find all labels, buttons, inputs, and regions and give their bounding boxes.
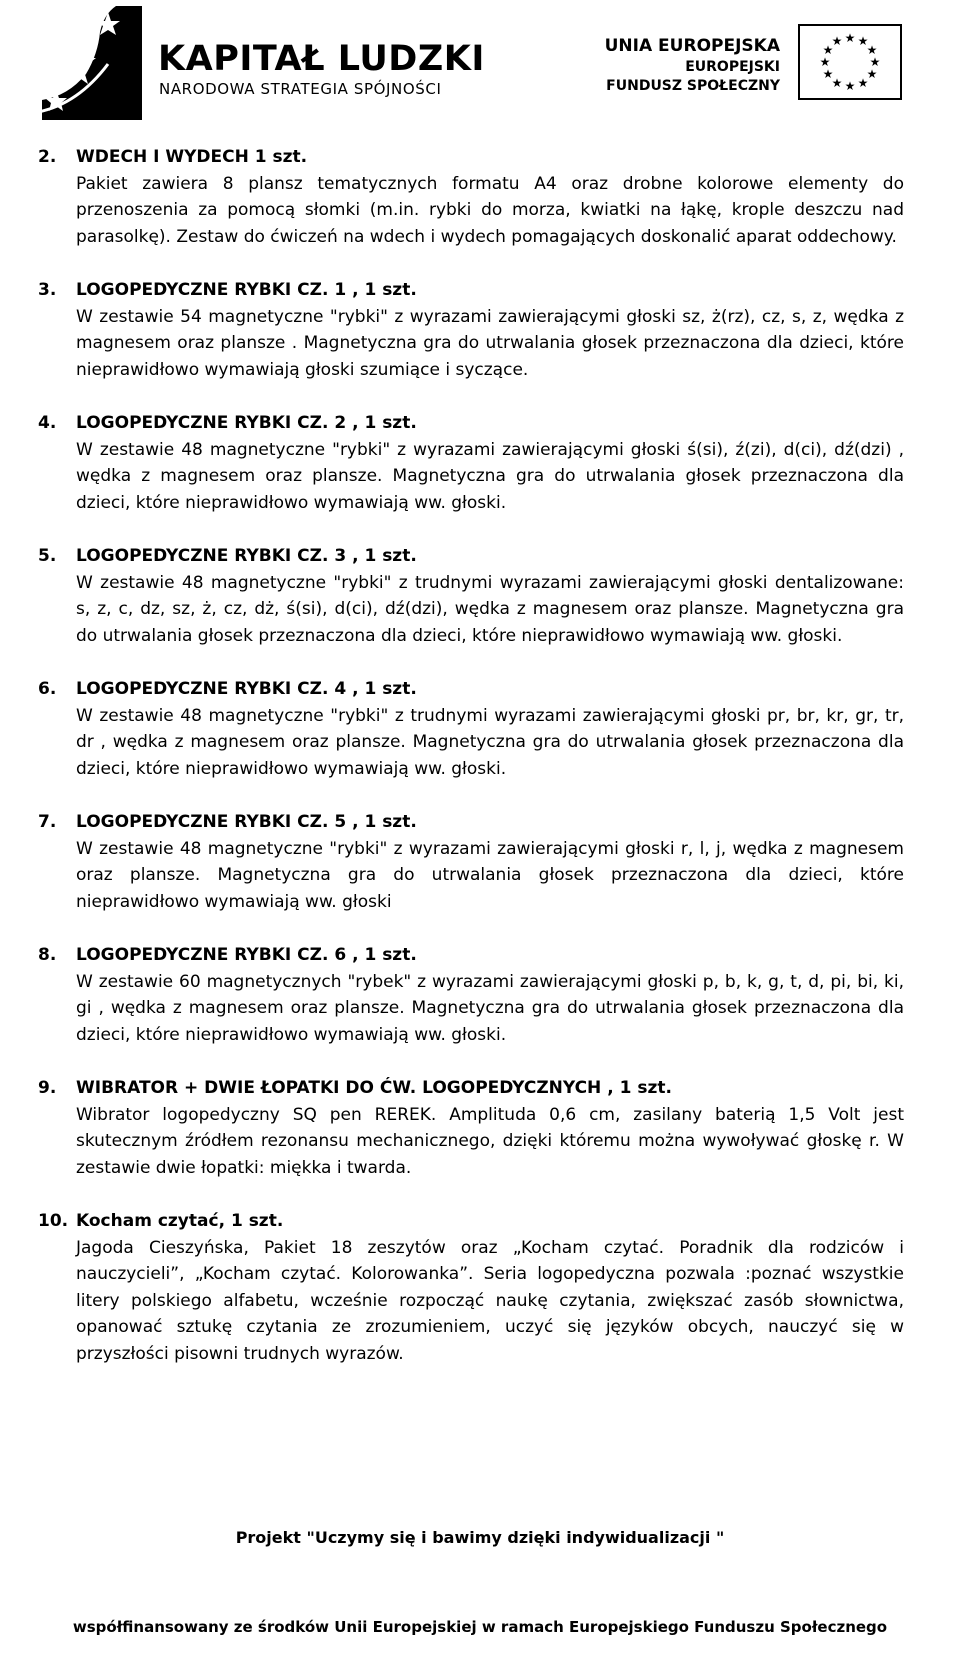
svg-text:★: ★ bbox=[857, 34, 869, 48]
item-title: WDECH I WYDECH 1 szt. bbox=[76, 147, 308, 167]
list-item bbox=[38, 277, 904, 383]
item-description: Jagoda Cieszyńska, Pakiet 18 zeszytów oraz „Kocham czytać. Poradnik dla rodziców i nauczycieli”, „Kocham czytać. Kolorowanka”. Seria logopedyczna pozwala :poznać wszystkie litery polskiego alfabetu, wcześnie rozpocząć naukę czytania, zwiększać zasób słownictwa, opanować sztukę czytania ze zrozumieniem, uczyć się języków obcych, nauczyć się w przyszłości pisowni trudnych wyrazów. bbox=[76, 1237, 904, 1364]
item-title: LOGOPEDYCZNE RYBKI CZ. 6 , 1 szt. bbox=[76, 945, 417, 965]
svg-text:★: ★ bbox=[822, 43, 834, 57]
footer-project: Projekt "Uczymy się i bawimy dzięki indywidualizacji " bbox=[235, 1528, 725, 1547]
item-number: 3. bbox=[38, 280, 57, 300]
item-list bbox=[38, 144, 904, 1394]
item-title: LOGOPEDYCZNE RYBKI CZ. 3 , 1 szt. bbox=[76, 546, 417, 566]
item-description: W zestawie 48 magnetyczne "rybki" z trudnymi wyrazami zawierającymi głoski dentalizowane: s, z, c, dz, sz, ż, cz, dż, ś(si), d(ci), dź(dzi), wędka z magnesem oraz plansze. Magnetyczna gra do utrwalania głosek przeznaczona dla dzieci, które nieprawidłowo wymawiają ww. głoski. bbox=[76, 572, 904, 646]
item-number: 7. bbox=[38, 812, 57, 832]
list-item bbox=[38, 543, 904, 649]
eu-label-line1: UNIA EUROPEJSKA bbox=[604, 36, 780, 56]
list-item bbox=[38, 1075, 904, 1181]
item-description: Wibrator logopedyczny SQ pen REREK. Amplituda 0,6 cm, zasilany baterią 1,5 Volt jest skutecznym źródłem rezonansu mechanicznego, dzięki któremu można wywoływać głoskę r. W zestawie dwie łopatki: miękka i twarda. bbox=[76, 1104, 904, 1178]
eu-flag-icon bbox=[798, 24, 902, 100]
eu-label-line2: EUROPEJSKI bbox=[685, 59, 780, 75]
item-title: WIBRATOR + DWIE ŁOPATKI DO ĆW. LOGOPEDYCZNYCH , 1 szt. bbox=[76, 1078, 672, 1098]
list-item bbox=[38, 144, 904, 250]
item-number: 5. bbox=[38, 546, 57, 566]
item-number: 10. bbox=[38, 1211, 69, 1231]
svg-text:★: ★ bbox=[869, 55, 881, 69]
item-description: W zestawie 48 magnetyczne "rybki" z trudnymi wyrazami zawierającymi głoski pr, br, kr, gr, tr, dr , wędka z magnesem oraz plansze. Magnetyczna gra do utrwalania głosek przeznaczona dla dzieci, które nieprawidłowo wymawiają ww. głoski. bbox=[76, 705, 904, 779]
footer-funding: współfinansowany ze środków Unii Europejskiej w ramach Europejskiego Funduszu Społecznego bbox=[72, 1618, 888, 1636]
svg-text:★: ★ bbox=[866, 67, 878, 81]
list-item bbox=[38, 410, 904, 516]
item-description: W zestawie 60 magnetycznych "rybek" z wyrazami zawierającymi głoski p, b, k, g, t, d, pi, bi, ki, gi , wędka z magnesem oraz plansze. Magnetyczna gra do utrwalania głosek przeznaczona dla dzieci, które nieprawidłowo wymawiają ww. głoski. bbox=[76, 971, 904, 1045]
svg-text:★: ★ bbox=[831, 34, 843, 48]
item-number: 2. bbox=[38, 147, 57, 167]
svg-text:★: ★ bbox=[822, 67, 834, 81]
item-title: LOGOPEDYCZNE RYBKI CZ. 1 , 1 szt. bbox=[76, 280, 417, 300]
item-description: Pakiet zawiera 8 plansz tematycznych formatu A4 oraz drobne kolorowe elementy do przenoszenia za pomocą słomki (m.in. rybki do morza, kwiatki na łąkę, krople deszczu nad parasolkę). Zestaw do ćwiczeń na wdech i wydech pomagających doskonalić aparat oddechowy. bbox=[76, 173, 904, 247]
item-title: Kocham czytać, 1 szt. bbox=[76, 1211, 284, 1231]
kapital-ludzki-title: KAPITAŁ LUDZKI bbox=[158, 39, 485, 79]
svg-text:★: ★ bbox=[866, 43, 878, 57]
svg-text:★: ★ bbox=[844, 31, 856, 45]
eu-label-block bbox=[605, 38, 780, 98]
kapital-ludzki-subtitle: NARODOWA STRATEGIA SPÓJNOŚCI bbox=[159, 80, 442, 98]
list-item bbox=[38, 942, 904, 1048]
kapital-ludzki-logo-icon bbox=[38, 4, 146, 122]
item-number: 8. bbox=[38, 945, 57, 965]
item-number: 6. bbox=[38, 679, 57, 699]
svg-text:★: ★ bbox=[844, 79, 856, 93]
list-item bbox=[38, 1208, 904, 1367]
svg-text:★: ★ bbox=[857, 76, 869, 90]
item-description: W zestawie 48 magnetyczne "rybki" z wyrazami zawierającymi głoski ś(si), ź(zi), d(ci), dź(dzi) , wędka z magnesem oraz plansze. Magnetyczna gra do utrwalania głosek przeznaczona dla dzieci, które nieprawidłowo wymawiają ww. głoski. bbox=[76, 439, 904, 513]
svg-text:★: ★ bbox=[819, 55, 831, 69]
item-title: LOGOPEDYCZNE RYBKI CZ. 5 , 1 szt. bbox=[76, 812, 417, 832]
item-title: LOGOPEDYCZNE RYBKI CZ. 4 , 1 szt. bbox=[76, 679, 417, 699]
item-title: LOGOPEDYCZNE RYBKI CZ. 2 , 1 szt. bbox=[76, 413, 417, 433]
item-number: 4. bbox=[38, 413, 57, 433]
list-item bbox=[38, 676, 904, 782]
page-header bbox=[0, 0, 960, 120]
svg-text:★: ★ bbox=[831, 76, 843, 90]
eu-label-line3: FUNDUSZ SPOŁECZNY bbox=[606, 78, 780, 94]
item-description: W zestawie 48 magnetyczne "rybki" z wyrazami zawierającymi głoski r, l, j, wędka z magnesem oraz plansze. Magnetyczna gra do utrwalania głosek przeznaczona dla dzieci, które nieprawidłowo wymawiają ww. głoski bbox=[76, 838, 904, 912]
item-description: W zestawie 54 magnetyczne "rybki" z wyrazami zawierającymi głoski sz, ż(rz), cz, s, z, wędka z magnesem oraz plansze . Magnetyczna gra do utrwalania głosek przeznaczona dla dzieci, które nieprawidłowo wymawiają głoski szumiące i syczące. bbox=[76, 306, 904, 380]
item-number: 9. bbox=[38, 1078, 57, 1098]
list-item bbox=[38, 809, 904, 915]
